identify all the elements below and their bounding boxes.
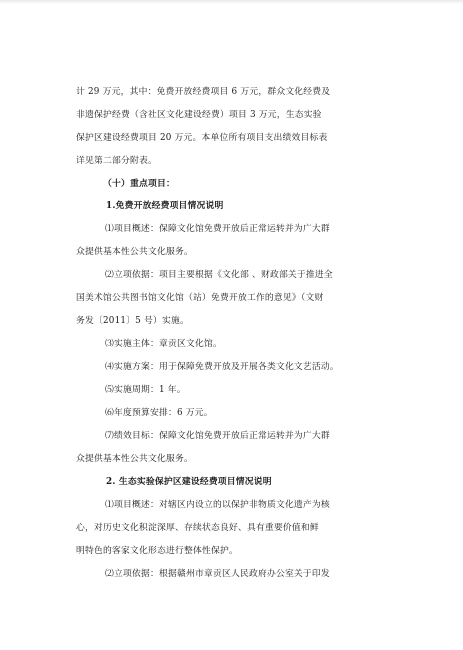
paragraph-line: 详见第二部分附表。 [76,156,157,166]
paragraph-line: ⑵立项依据：根据赣州市章贡区人民政府办公室关于印发 [105,569,330,579]
paragraph-line: 非遗保护经费（含社区文化建设经费）项目 3 万元，生态实验 [76,110,322,120]
page-edge-shadow [0,0,463,4]
paragraph-line: ⑹年度预算安排：6 万元。 [105,408,213,418]
paragraph-line: 务发〔2011〕5 号）实施。 [76,316,189,326]
paragraph-line: 保护区建设经费项目 20 万元。本单位所有项目支出绩效目标表 [76,133,328,143]
paragraph-line: 众提供基本性公共文化服务。 [76,247,193,257]
subsection-heading: 1.免费开放经费项目情况说明 [106,201,224,211]
paragraph-line: 心，对历史文化积淀深厚、存续状态良好、具有重要价值和鲜 [76,523,319,533]
paragraph-line: ⑷实施方案：用于保障免费开放及开展各类文化文艺活动。 [105,362,339,372]
paragraph-line: 国美术馆公共图书馆文化馆（站）免费开放工作的意见》（文财 [76,293,324,303]
paragraph-line: ⑵立项依据：项目主要根据《文化部 、财政部关于推进全 [105,270,333,280]
paragraph-line: ⑶实施主体：章贡区文化馆。 [105,339,222,349]
paragraph-line: 明特色的客家文化形态进行整体性保护。 [76,546,238,556]
paragraph-line: 计 29 万元，其中：免费开放经费项目 6 万元，群众文化经费及 [76,87,331,97]
paragraph-line: ⑸实施周期：1 年。 [105,385,186,395]
paragraph-line: ⑴项目概述：对辖区内设立的以保护非物质文化遗产为核 [105,500,330,510]
paragraph-line: ⑴项目概述：保障文化馆免费开放后正常运转并为广大群 [105,224,330,234]
subsection-heading: 2. 生态实验保护区建设经费项目情况说明 [106,477,272,487]
paragraph-line: ⑺绩效目标：保障文化馆免费开放后正常运转并为广大群 [105,431,330,441]
section-heading: （十）重点项目： [103,179,175,189]
paragraph-line: 众提供基本性公共文化服务。 [76,454,193,464]
